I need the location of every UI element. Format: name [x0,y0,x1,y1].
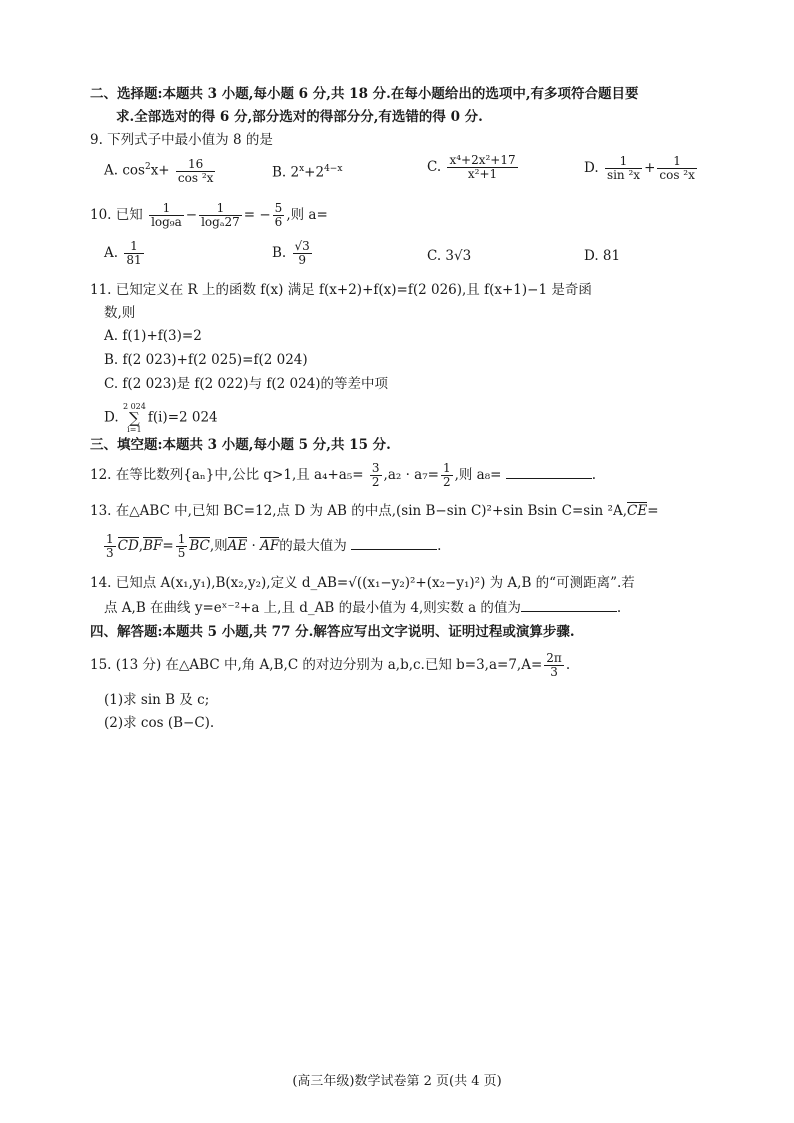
section-2-heading-line-1: 二、选择题:本题共 3 小题,每小题 6 分,共 18 分.在每小题给出的选项中,有多项符合题目要 [90,86,639,102]
q11-option-a: A. f(1)+f(3)=2 [104,328,202,344]
q9-option-c: C. $\frac{\text{x⁴+2x²+17}}{\text{x²+1}}$ [427,153,516,181]
q9-option-b: B. $2^x+2^{4-x}$ [272,164,343,181]
page-footer: (高三年级)数学试卷第 2 页(共 4 页) [292,1074,502,1089]
q10-option-b: B. $\frac{√3}{9}$ [272,239,310,267]
q13-stem-line-1: 13. 在△ABC 中,已知 BC=12,点 D 为 AB 的中点,(sin B−sin C)²+sin Bsin C=sin ²A,CE= [90,503,659,519]
q11-option-d: D. 2 024 ∑ i=1f(i)=2 024 [104,402,218,434]
q15-stem: 15. (13 分) 在△ABC 中,角 A,B,C 的对边分别为 a,b,c.已知 b=3,a=7,A= $\frac{2\pi}{3}$ . [90,651,571,679]
q11-stem-line-1: 11. 已知定义在 R 上的函数 f(x) 满足 f(x+2)+f(x)=f(2 026),且 f(x+1)−1 是奇函 [90,282,592,298]
q14-stem-line-1: 14. 已知点 A(x₁,y₁),B(x₂,y₂),定义 d_AB=√((x₁−y₂)²+(x₂−y₁)²) 为 A,B 的“可测距离”.若 [90,575,635,591]
q9-option-a: A. $\cos^2x+$ $\frac{16}{\text{cos ²x}}$ [104,156,214,185]
q14-answer-blank[interactable] [521,597,617,612]
q12-answer-blank[interactable] [506,464,592,479]
q9-stem: 9. 下列式子中最小值为 8 的是 [90,132,273,148]
section-3-heading: 三、填空题:本题共 3 小题,每小题 5 分,共 15 分. [90,437,391,453]
q10-option-d: D. 81 [584,248,621,264]
q13-answer-blank[interactable] [351,535,437,550]
q9-option-d: D. $\frac{1}{\text{sin ²x}}$ + $\frac{1}{\text{cos ²x}}$ [584,154,695,182]
q15-part-1: (1)求 sin B 及 c; [104,692,210,708]
q15-part-2: (2)求 cos (B−C). [104,715,215,731]
q10-stem: 10. 已知 $\frac{1}{\text{log₉a}}$ − $\frac{1}{\text{logₐ27}}$ = − $\frac{5}{6}$ ,则 a= [90,201,328,229]
q10-option-c: C. 3√3 [427,248,472,264]
q11-stem-line-2: 数,则 [104,305,136,321]
section-2-heading-line-2: 求.全部选对的得 6 分,部分选对的得部分分,有选错的得 0 分. [116,109,483,125]
q12-stem: 12. 在等比数列{aₙ}中,公比 q>1,且 a₄+a₅= $\frac{3}{2}$ ,a₂ · a₇= $\frac{1}{2}$ ,则 a₈= . [90,461,597,489]
section-4-heading: 四、解答题:本题共 5 小题,共 77 分.解答应写出文字说明、证明过程或演算步骤. [90,624,575,640]
q10-option-a: A. $\frac{1}{81}$ [104,239,142,267]
q11-option-b: B. f(2 023)+f(2 025)=f(2 024) [104,352,308,368]
q11-option-c: C. f(2 023)是 f(2 022)与 f(2 024)的等差中项 [104,376,389,392]
q14-stem-line-2: 点 A,B 在曲线 y=eˣ⁻²+a 上,且 d_AB 的最小值为 4,则实数 a 的值为 . [104,597,621,618]
summation-symbol: 2 024 ∑ i=1 [122,402,146,434]
q13-stem-line-2: $\frac{1}{3}$ CD,BF= $\frac{1}{5}$ BC,则AE · AF的最大值为 . [106,532,442,560]
